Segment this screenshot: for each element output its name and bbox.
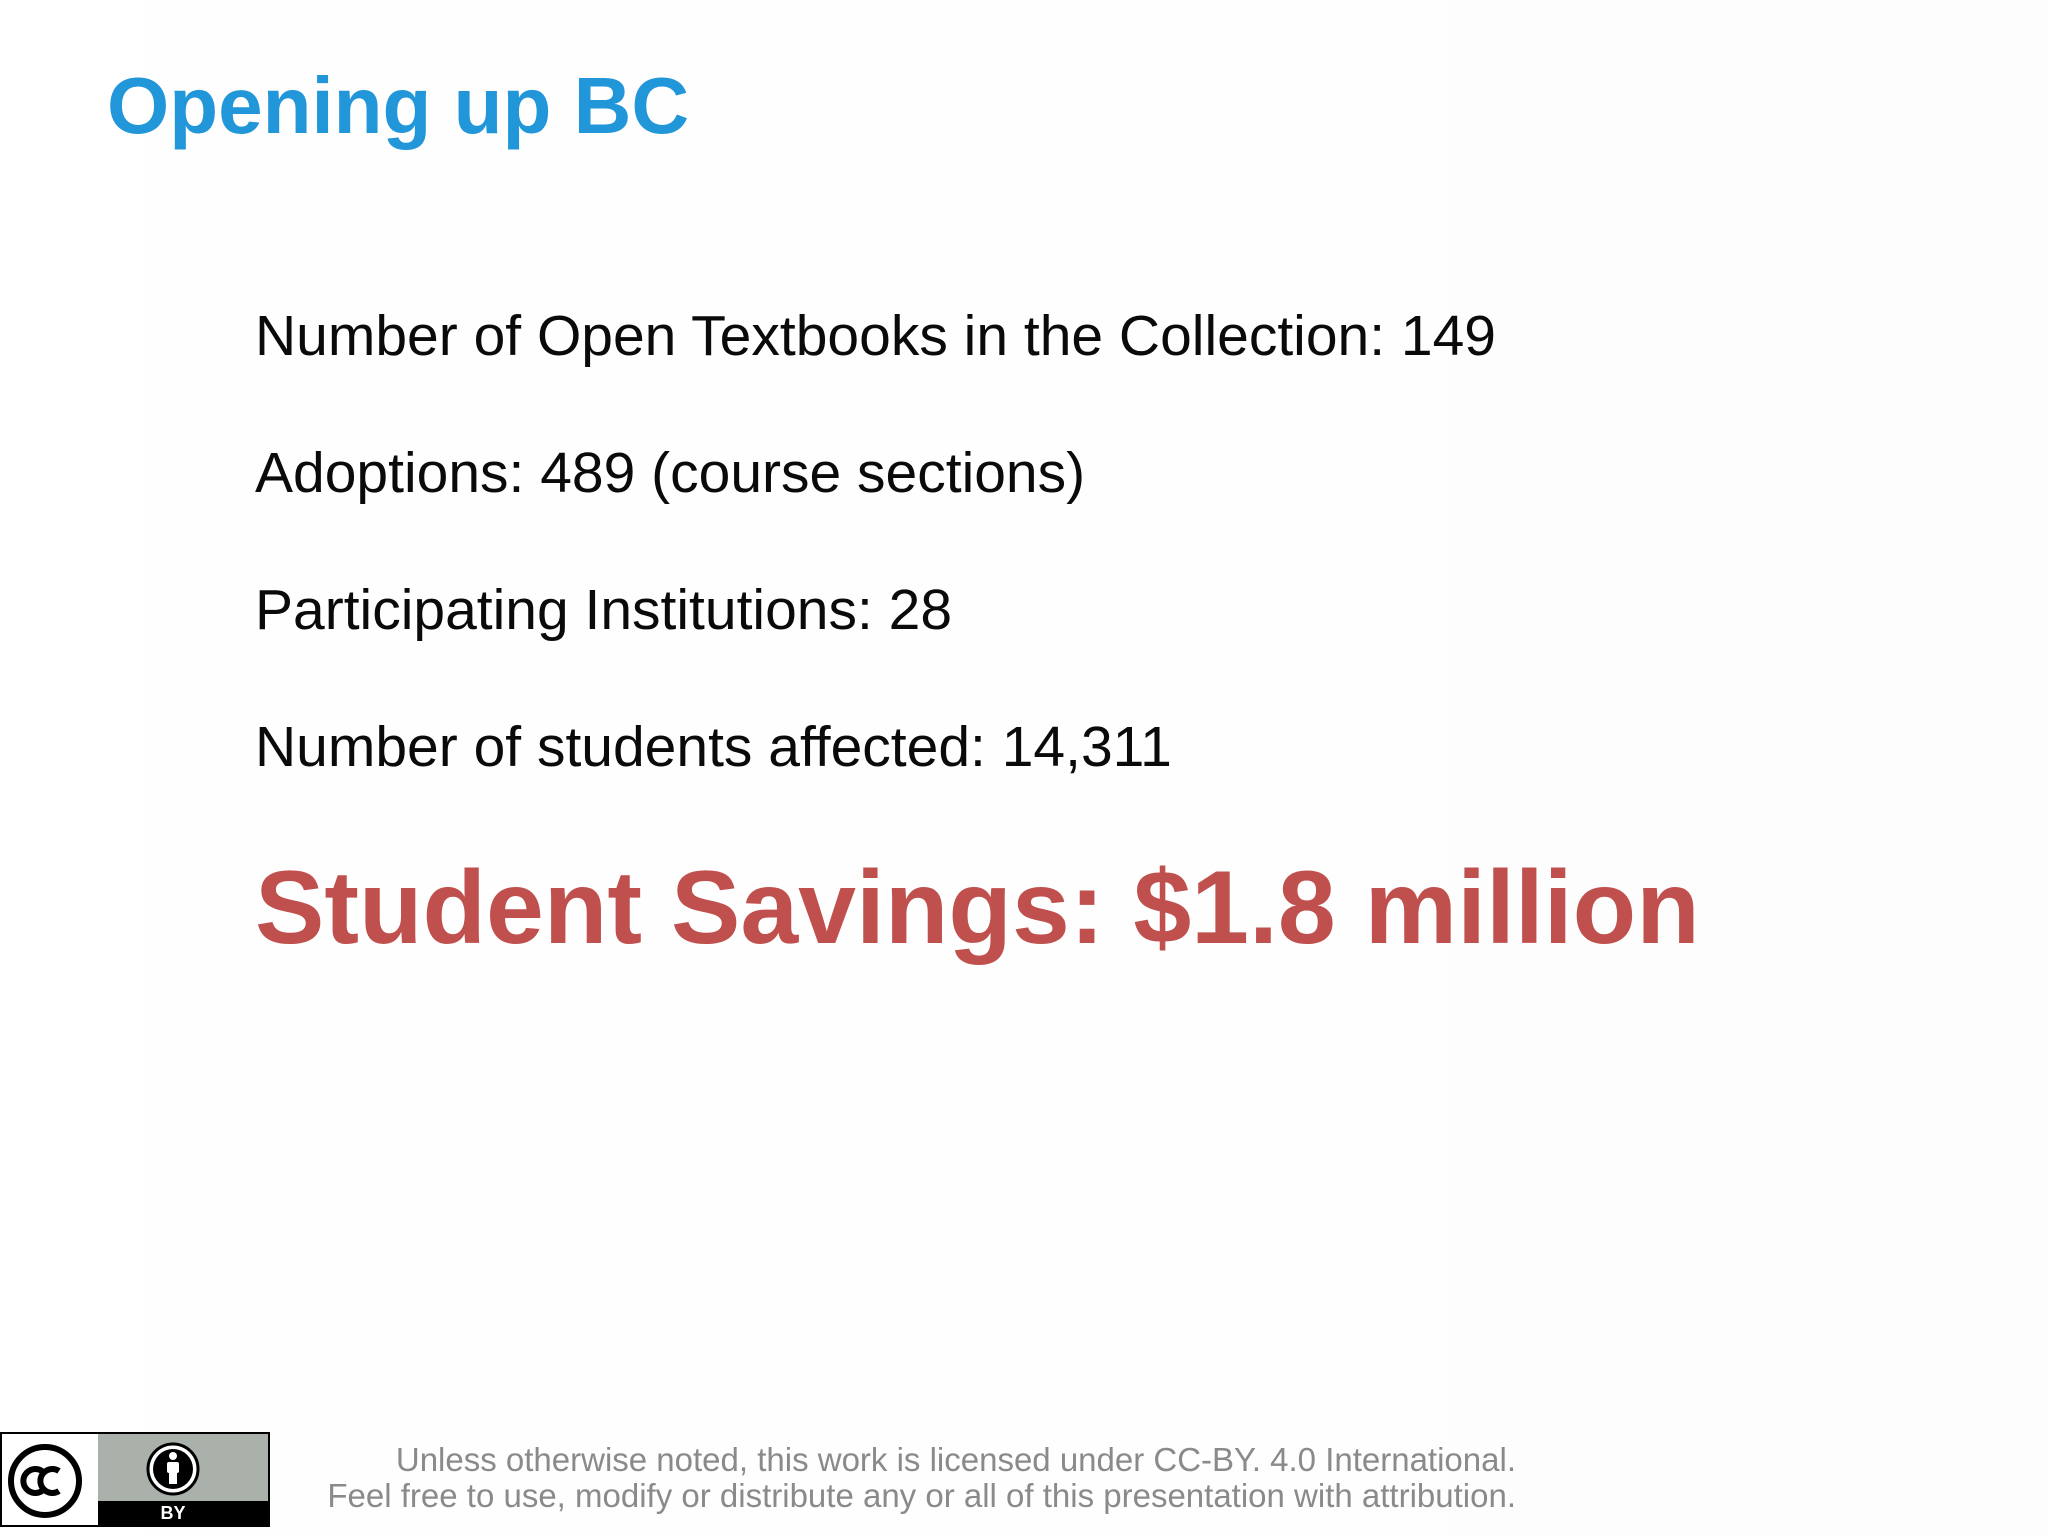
license-footer xyxy=(327,1442,1516,1514)
stat-adoptions: Adoptions: 489 (course sections) xyxy=(255,441,1086,505)
stat-institutions: Participating Institutions: 28 xyxy=(255,578,953,642)
stat-students: Number of students affected: 14,311 xyxy=(255,715,1172,779)
badge-by-label: BY xyxy=(160,1503,186,1523)
slide-title: Opening up BC xyxy=(107,61,690,150)
license-footer-line-1: Unless otherwise noted, this work is licensed under CC-BY. 4.0 International. xyxy=(395,1441,1516,1478)
person-icon xyxy=(146,1442,200,1496)
cc-by-license-badge xyxy=(0,1432,270,1527)
stat-textbooks: Number of Open Textbooks in the Collection: 149 xyxy=(255,304,1497,368)
license-footer-line-2: Feel free to use, modify or distribute any or all of this presentation with attribution. xyxy=(327,1477,1516,1514)
cc-icon xyxy=(8,1444,82,1518)
student-savings-highlight: Student Savings: $1.8 million xyxy=(255,850,1700,966)
